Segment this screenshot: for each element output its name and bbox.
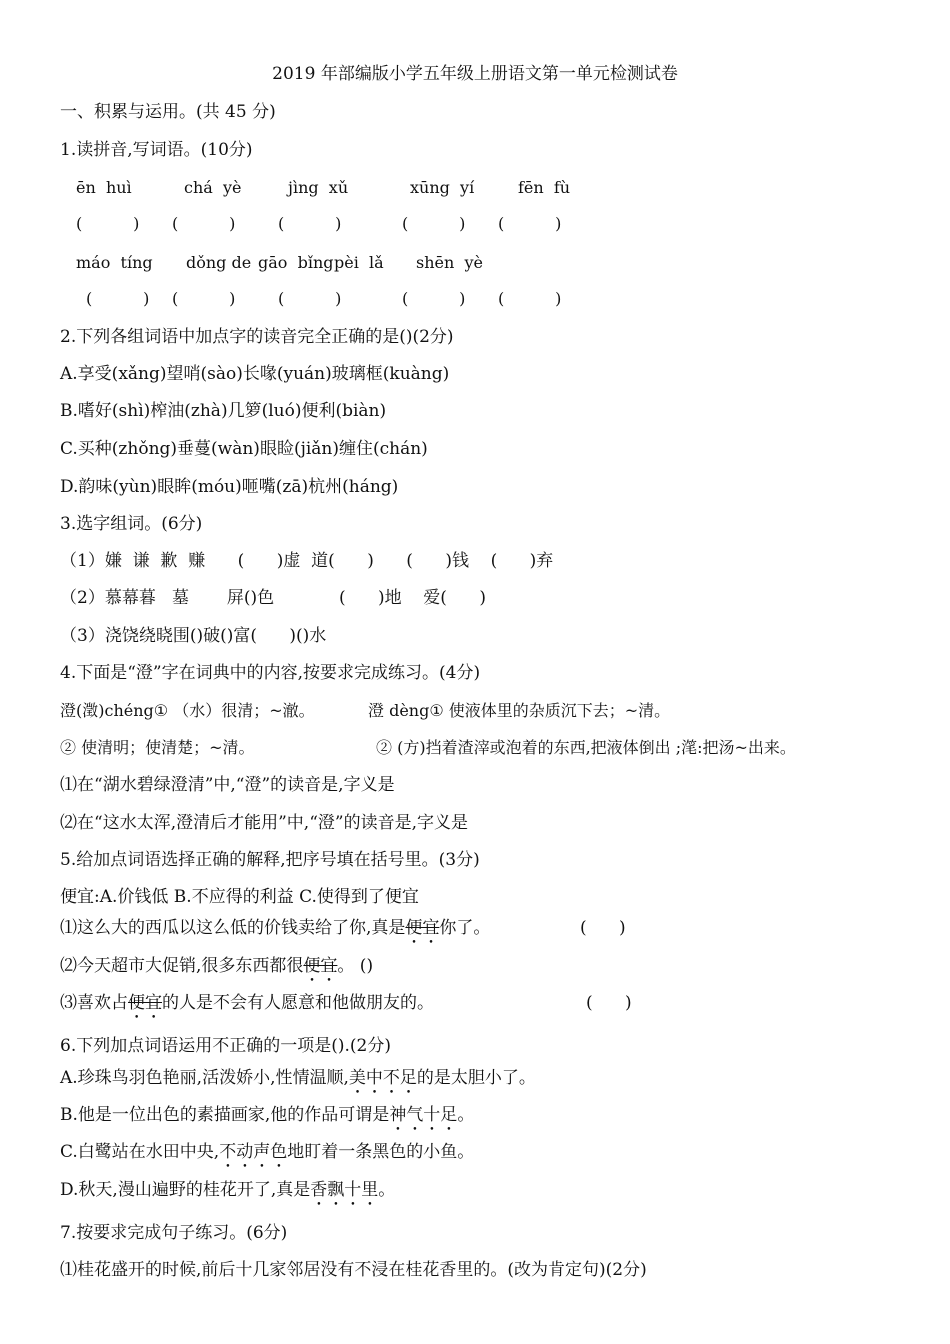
dotted-word: 神气十足	[389, 1105, 458, 1125]
sentence-text: C.白鹭站在水田中央,	[60, 1142, 220, 1162]
question-5-heading: 5.给加点词语选择正确的解释,把序号填在括号里。(3分)	[60, 850, 480, 870]
dictionary-sense-2-cheng: ② 使清明；使清楚；~清。	[60, 738, 255, 757]
page-title: 2019 年部编版小学五年级上册语文第一单元检测试卷	[272, 64, 678, 84]
question-5-sub-2	[60, 955, 930, 986]
sentence-text: D.秋天,漫山遍野的桂花开了,真是	[60, 1180, 311, 1200]
dotted-word: 不动声色	[219, 1142, 288, 1162]
answer-blank[interactable]: ( )	[402, 214, 466, 233]
pinyin-item: xūng yí	[410, 178, 475, 197]
answer-blank[interactable]: ( )	[498, 289, 562, 308]
question-2-heading: 2.下列各组词语中加点字的读音完全正确的是()(2分)	[60, 327, 454, 347]
pinyin-item: dǒng de	[186, 253, 252, 272]
question-3-item-1: （1）嫌 谦 歉 赚 ( )虚 道( ) ( )钱 ( )弃	[60, 551, 554, 571]
sentence-text: 。	[378, 1180, 396, 1200]
dictionary-sense-2-deng: ② (方)挡着渣滓或泡着的东西,把液体倒出 ;滗:把汤~出来。	[376, 738, 796, 757]
pinyin-item: ēn huì	[76, 178, 132, 197]
answer-blank[interactable]: ( )	[76, 214, 140, 233]
option-a: A.享受(xǎng)望哨(sào)长喙(yuán)玻璃框(kuàng)	[60, 364, 450, 384]
question-5-sub-1	[60, 917, 930, 948]
sentence-text: 。 ()	[337, 956, 374, 976]
option-a	[60, 1067, 930, 1098]
pinyin-item: fēn fù	[518, 178, 571, 197]
question-4-sub-1: ⑴在“湖水碧绿澄清”中,“澄”的读音是,字义是	[60, 775, 395, 795]
pinyin-item: máo tíng	[76, 253, 153, 272]
sentence-text: 的是太胆小了。	[416, 1068, 536, 1088]
answer-blank[interactable]: ( )	[278, 289, 342, 308]
question-3-heading: 3.选字组词。(6分)	[60, 514, 203, 534]
question-6-heading: 6.下列加点词语运用不正确的一项是().(2分)	[60, 1036, 391, 1056]
question-3-item-3: （3）浇饶绕晓围()破()富( )()水	[60, 626, 327, 646]
option-b	[60, 1104, 930, 1135]
option-d	[60, 1179, 930, 1210]
sentence-text: B.他是一位出色的素描画家,他的作品可谓是	[60, 1105, 390, 1125]
sentence-text: 你了。	[439, 918, 491, 938]
dictionary-entry-deng: 澄 dèng① 使液体里的杂质沉下去；~清。	[368, 701, 671, 720]
pinyin-item: shēn yè	[416, 253, 483, 272]
question-7-heading: 7.按要求完成句子练习。(6分)	[60, 1223, 288, 1243]
pinyin-item: jìng xǔ	[288, 178, 349, 197]
sentence-text: ⑵今天超市大促销,很多东西都很	[60, 956, 304, 976]
answer-blank[interactable]: ( )	[172, 289, 236, 308]
dictionary-entry-cheng: 澄(澂)chéng① （水）很清；~澈。	[60, 701, 315, 720]
question-4-sub-2: ⑵在“这水太浑,澄清后才能用”中,“澄”的读音是,字义是	[60, 813, 468, 833]
option-c: C.买种(zhǒng)垂蔓(wàn)眼睑(jiǎn)缠住(chán)	[60, 439, 428, 459]
answer-blank[interactable]: ( )	[498, 214, 562, 233]
sentence-text: A.珍珠鸟羽色艳丽,活泼娇小,性情温顺,	[60, 1068, 349, 1088]
sentence-text: ⑴这么大的西瓜以这么低的价钱卖给了你,真是	[60, 918, 406, 938]
option-c	[60, 1141, 930, 1172]
sentence-text: 。	[457, 1105, 475, 1125]
pinyin-item: gāo bǐng	[258, 253, 334, 272]
question-7-sub-1: ⑴桂花盛开的时候,前后十几家邻居没有不浸在桂花香里的。(改为肯定句)(2分)	[60, 1260, 647, 1280]
dotted-word: 便宜	[128, 993, 162, 1013]
question-1-heading: 1.读拼音,写词语。(10分)	[60, 140, 253, 160]
definition-options: 便宜:A.价钱低 B.不应得的利益 C.使得到了便宜	[60, 887, 419, 907]
option-d: D.韵味(yùn)眼眸(móu)咂嘴(zā)杭州(háng)	[60, 477, 399, 497]
answer-blank[interactable]: ( )	[402, 289, 466, 308]
dotted-word: 香飘十里	[310, 1180, 379, 1200]
question-3-item-2: （2）慕幕暮 墓 屏()色 ( )地 爱( )	[60, 588, 486, 608]
question-4-heading: 4.下面是“澄”字在词典中的内容,按要求完成练习。(4分)	[60, 663, 481, 683]
dotted-word: 便宜	[405, 918, 440, 938]
sentence-text: 的人是不会有人愿意和他做朋友的。	[162, 993, 434, 1013]
sentence-text: 地盯着一条黑色的小鱼。	[287, 1142, 475, 1162]
answer-blank[interactable]: ( )	[586, 993, 632, 1013]
answer-blank[interactable]: ( )	[86, 289, 150, 308]
option-b: B.嗜好(shì)榨油(zhà)几箩(luó)便利(biàn)	[60, 401, 387, 421]
question-5-sub-3	[60, 992, 930, 1023]
dotted-word: 美中不足	[348, 1068, 417, 1088]
dotted-word: 便宜	[303, 956, 338, 976]
answer-blank[interactable]: ( )	[172, 214, 236, 233]
answer-blank[interactable]: ( )	[278, 214, 342, 233]
section-heading: 一、积累与运用。(共 45 分)	[60, 102, 276, 122]
answer-blank[interactable]: ( )	[580, 918, 626, 938]
pinyin-item: chá yè	[184, 178, 242, 197]
pinyin-item: pèi lǎ	[334, 253, 384, 272]
sentence-text: ⑶喜欢占	[60, 993, 128, 1013]
